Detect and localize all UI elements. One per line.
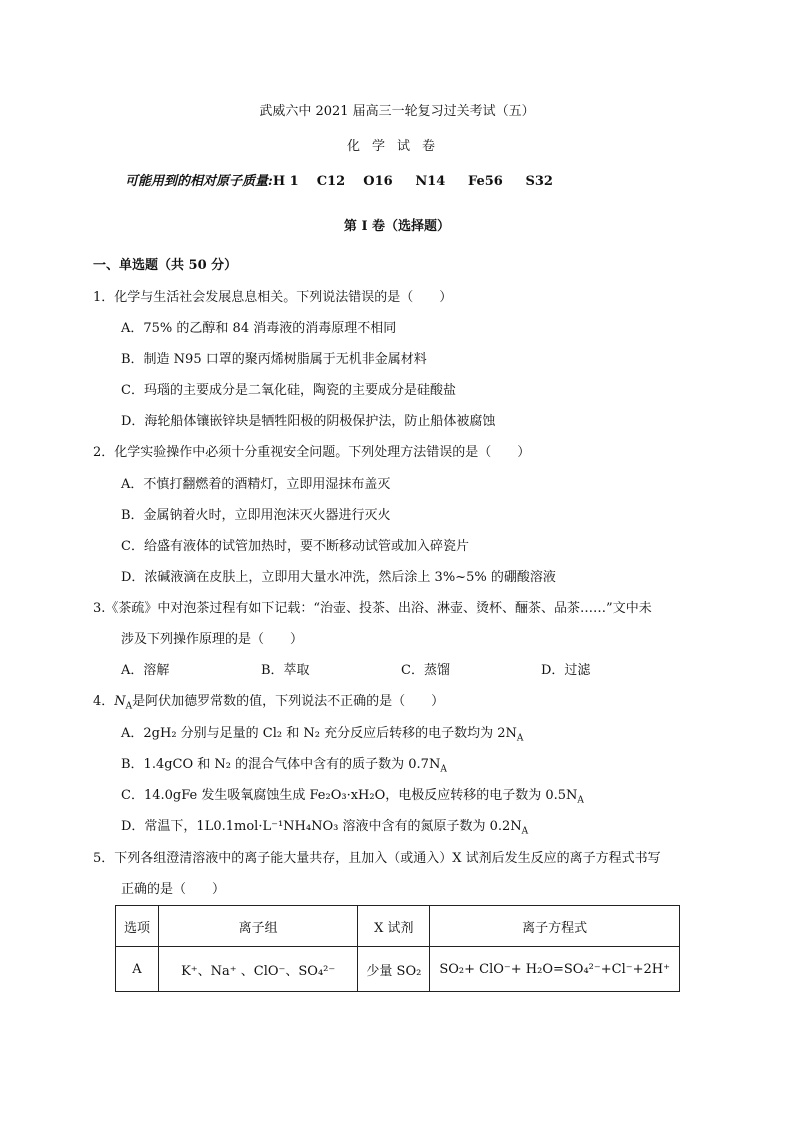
table-cell-ions: K⁺、Na⁺ 、ClO⁻、SO₄²⁻ <box>158 947 358 992</box>
q1-option-d: D．海轮船体镶嵌锌块是牺牲阳极的阴极保护法，防止船体被腐蚀 <box>121 414 496 429</box>
q2-option-d: D．浓碱液滴在皮肤上，立即用大量水冲洗，然后涂上 3%~5% 的硼酸溶液 <box>121 570 556 585</box>
q3-option-d: D．过滤 <box>541 663 591 678</box>
q4-option-b: B．1.4gCO 和 N₂ 的混合气体中含有的质子数为 $0.7N_A$ <box>121 757 447 775</box>
q3-options <box>121 662 681 680</box>
atomic-masses-values: H 1 C12 O16 N14 Fe56 S32 <box>272 174 553 189</box>
q3-stem-line1: 3.《茶疏》中对泡茶过程有如下记载：“治壶、投茶、出浴、淋壶、烫杯、酾茶、品茶……”文中未 <box>93 601 652 616</box>
atomic-masses-label: 可能用到的相对原子质量: <box>125 174 273 189</box>
q3-option-a: A．溶解 <box>121 663 170 678</box>
table-header-cell: 选项 <box>116 906 159 947</box>
volume-heading: 第 I 卷（选择题） <box>343 219 451 234</box>
q4-na-symbol: N <box>114 694 126 709</box>
q2-option-a: A．不慎打翻燃着的酒精灯，立即用湿抹布盖灭 <box>121 477 391 492</box>
q2-option-b: B．金属钠着火时，立即用泡沫灭火器进行灭火 <box>121 508 391 523</box>
q3-option-c: C．蒸馏 <box>401 663 450 678</box>
q4-option-a: A．2gH₂ 分别与足量的 Cl₂ 和 N₂ 充分反应后转移的电子数均为 $2N_A$ <box>121 726 524 744</box>
table-header-cell: 离子方程式 <box>430 906 680 947</box>
q2-stem: 2．化学实验操作中必须十分重视安全问题。下列处理方法错误的是（ ） <box>93 445 531 460</box>
table-cell-option: A <box>116 947 159 992</box>
q4-option-d: D．常温下，1L0.1mol·L⁻¹NH₄NO₃ 溶液中含有的氮原子数为 $0.2N_A$ <box>121 819 529 837</box>
q5-stem-line2: 正确的是（ ） <box>121 882 226 897</box>
atomic-masses <box>125 173 553 191</box>
table-header-row <box>116 906 680 947</box>
q3-stem-line2: 涉及下列操作原理的是（ ） <box>121 632 304 647</box>
table-row <box>116 947 680 992</box>
q1-option-c: C．玛瑙的主要成分是二氧化硅，陶瓷的主要成分是硅酸盐 <box>121 383 456 398</box>
q2-option-c: C．给盛有液体的试管加热时，要不断移动试管或加入碎瓷片 <box>121 539 469 554</box>
q1-option-a: A．75% 的乙醇和 84 消毒液的消毒原理不相同 <box>121 321 397 336</box>
table-cell-reagent: 少量 SO₂ <box>358 947 430 992</box>
q3-option-b: B．萃取 <box>261 663 310 678</box>
q1-stem: 1．化学与生活社会发展息息相关。下列说法错误的是（ ） <box>93 290 453 305</box>
table-header-cell: 离子组 <box>158 906 358 947</box>
table-cell-equation: SO₂+ ClO⁻+ H₂O=SO₄²⁻+Cl⁻+2H⁺ <box>430 947 680 992</box>
exam-subtitle: 化学试卷 <box>346 139 447 154</box>
q5-stem-line1: 5．下列各组澄清溶液中的离子能大量共存，且加入（或通入）X 试剂后发生反应的离子方程式书写 <box>93 851 661 866</box>
q4-option-c: C．14.0gFe 发生吸氧腐蚀生成 Fe₂O₃·xH₂O，电极反应转移的电子数为 $0.5N_A$ <box>121 788 584 806</box>
q1-option-b: B．制造 N95 口罩的聚丙烯树脂属于无机非金属材料 <box>121 352 427 367</box>
exam-title: 武威六中 2021 届高三一轮复习过关考试（五） <box>259 104 535 119</box>
table-header-cell: X 试剂 <box>358 906 430 947</box>
section-heading: 一、单选题（共 50 分） <box>93 258 238 273</box>
q4-stem: 4．$N_A$是阿伏加德罗常数的值，下列说法不正确的是（ ） <box>93 694 445 712</box>
ions-table <box>115 905 680 992</box>
